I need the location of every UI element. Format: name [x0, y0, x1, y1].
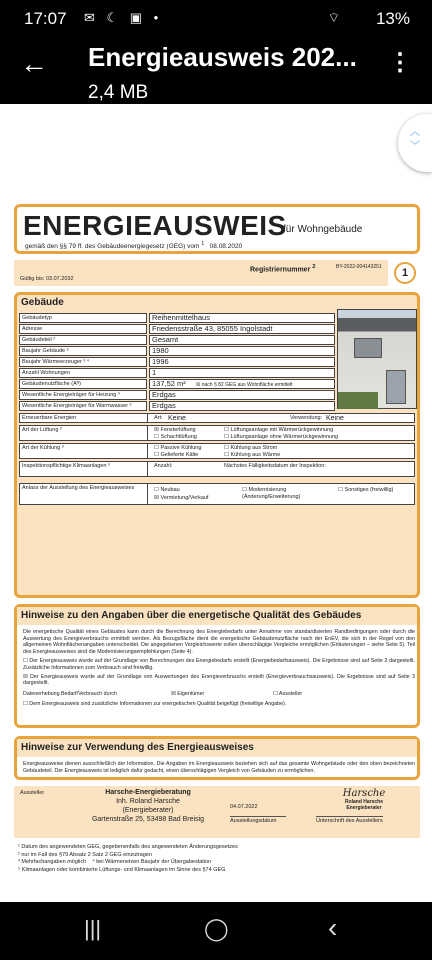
- legal-footnote-mark: 1: [201, 241, 205, 247]
- footnote-pair: [18, 859, 238, 867]
- scroll-navigation-button[interactable]: [398, 114, 432, 172]
- row-label: Inspektionspflichtige Klimaanlagen ⁵: [20, 462, 148, 476]
- home-icon[interactable]: ◯: [204, 916, 229, 941]
- nav-back-icon[interactable]: ‹: [328, 912, 338, 943]
- registration-bar: [14, 260, 388, 286]
- registration-label-text: Registriernummer: [250, 266, 311, 274]
- more-options-icon[interactable]: ⋮: [388, 49, 412, 76]
- inspection-row: [19, 461, 415, 477]
- legal-date: 08.08.2020: [209, 243, 243, 251]
- registration-footnote-mark: 2: [312, 264, 316, 270]
- building-row: [19, 357, 335, 367]
- issuer-owner: Inh. Roland Harsche: [116, 798, 180, 805]
- footnote: ¹ Datum des angewendeten GEG, gegebenenfalls des angewendeten Änderungsgesetzes: [18, 844, 238, 850]
- renewable-type-value: Keine: [168, 415, 186, 422]
- occasion-option: ☐ Neubau: [154, 487, 180, 493]
- occasion-option: ☐ Sonstiges (freiwillig): [338, 487, 394, 493]
- issue-date: 04.07.2022: [230, 804, 258, 810]
- building-row: [19, 379, 335, 389]
- occasion-option: ☐ Modernisierung (Änderung/Erweiterung): [242, 487, 301, 500]
- issuer-address: Gartenstraße 25, 53498 Bad Breisig: [91, 816, 205, 823]
- signature-stamp: [332, 788, 396, 811]
- certificate-title: ENERGIEAUSWEIS: [23, 210, 287, 241]
- status-bar: [0, 0, 432, 40]
- row-label: Erneuerbare Energien: [20, 414, 148, 422]
- building-row: [19, 324, 335, 334]
- page-number: 1: [394, 262, 416, 284]
- data-collection-label: Datenerhebung Bedarf/Verbrauch durch: [23, 690, 117, 697]
- row-label: Art der Lüftung ³: [20, 426, 148, 440]
- hint-option: ☐ Der Energieausweis wurde auf der Grundlage von Berechnungen des Energiebedarfs erstellt (Energiebedarfsausweis). Die Ergebnisse sind auf Seite 2 dargestellt. Zusätzliche Informationen zum Verbrauch sind freiwillig.: [23, 658, 415, 671]
- document-title: Energieausweis 202...: [88, 42, 357, 72]
- usage-hints-section: [14, 736, 420, 780]
- row-label: Baujahr Gebäude ³: [19, 346, 147, 356]
- issuer-label: Aussteller: [20, 790, 45, 796]
- photo-hedge: [338, 392, 378, 409]
- cooling-option: ☐ Passive Kühlung: [154, 445, 202, 451]
- registration-number: BY-2022-004143251: [336, 264, 382, 270]
- row-label: Art der Kühlung ³: [20, 444, 148, 458]
- ventilation-row: [19, 425, 415, 441]
- issuer-role: (Energieberater): [122, 807, 174, 814]
- floor-area-note-text: nach § 82 GEG aus Wohnfläche ermittelt: [201, 382, 293, 388]
- cooling-option: ☐ Kühlung aus Wärme: [224, 452, 281, 458]
- photo-window: [354, 338, 382, 358]
- footnote: ² nur im Fall des §79 Absatz 2 Satz 2 GEG einzutragen: [18, 851, 152, 858]
- renewable-use-value: Keine: [326, 415, 344, 422]
- building-section: [14, 292, 420, 598]
- footnote: ⁴ bei Wärmenetzen Baujahr der Übergabestation: [92, 859, 212, 866]
- building-row: [19, 313, 335, 323]
- row-label: Wesentliche Energieträger für Heizung ³: [19, 390, 147, 400]
- app-bar: [0, 40, 432, 104]
- photo-door: [386, 370, 406, 404]
- inspection-next-label: Nächstes Fälligkeitsdatum der Inspektion:: [224, 463, 326, 469]
- footnotes: [18, 844, 238, 874]
- signature: Harsche: [342, 788, 386, 799]
- battery-level: 13%: [375, 9, 410, 28]
- building-photo: [337, 309, 417, 409]
- building-row: [19, 401, 335, 411]
- building-row: [19, 335, 335, 345]
- file-size: 2,4 MB: [88, 82, 149, 103]
- row-value: Erdgas: [149, 390, 335, 400]
- data-collection-issuer: ☐ Aussteller: [273, 690, 303, 697]
- row-label: Gebäudenutzfläche (Aᴺ): [19, 379, 147, 389]
- building-row: [19, 368, 335, 378]
- renewable-use-label: Verwendung:: [290, 415, 323, 421]
- row-value: Erdgas: [149, 401, 335, 411]
- building-row: [19, 346, 335, 356]
- renewable-energy-row: [19, 413, 415, 423]
- stamp-name: Roland Harsche: [344, 799, 384, 805]
- quality-hints-section: [14, 604, 420, 728]
- notification-icons: ✉ ☾ ▣ •: [84, 10, 163, 25]
- quality-hints-text: Die energetische Qualität eines Gebäudes kann durch die Berechnung des Energiebedarfs unter Annahme von standardisierten Randbedingungen oder durch die Auswertung des Energieverbrauchs ermittelt werden. Als Bezugsfläche dient die energetische Gebäudenutzfläche nach der EnEV, die sich in der Regel von den allgemeinen Wohnflächenangaben unterscheidet. Die angegebenen Vergleichswerte sollen überschlägige Vergleiche ermöglichen (Erläuterungen – siehe Seite 5). Teil des Energieausweises sind die Modernisierungsempfehlungen (Seite 4).: [23, 629, 415, 655]
- registration-label: [250, 264, 316, 273]
- certificate-header: [14, 204, 420, 254]
- cooling-option: ☐ Kühlung aus Strom: [224, 445, 278, 451]
- row-label: Anlass der Ausstellung des Energieausweises: [20, 484, 148, 504]
- ventilation-option: ☐ Schachtlüftung: [154, 434, 197, 440]
- recent-apps-icon[interactable]: |||: [84, 916, 102, 941]
- issuer-address-block: [74, 788, 222, 824]
- clock: 17:07: [24, 9, 67, 28]
- footnote: ³ Mehrfachangaben möglich: [18, 859, 87, 866]
- extra-info-option: ☐ Dem Energieausweis sind zusätzliche Informationen zur energetischen Qualität beigefügt (freiwillige Angabe).: [23, 700, 287, 707]
- row-value: 1996: [149, 357, 335, 367]
- row-value: [149, 379, 335, 389]
- ventilation-option: ☒ Fensterlüftung: [154, 427, 196, 433]
- row-value: Reihenmittelhaus: [149, 313, 335, 323]
- row-value: 1: [149, 368, 335, 378]
- signature-label: Unterschrift des Ausstellers: [316, 818, 383, 824]
- document-viewer[interactable]: [0, 104, 432, 902]
- quality-hints-body: [23, 629, 415, 707]
- issuer-block: [14, 786, 420, 838]
- certificate-title-suffix: für Wohngebäude: [283, 224, 363, 235]
- row-value: Gesamt: [149, 335, 335, 345]
- system-nav-bar: [0, 902, 432, 960]
- back-arrow-icon[interactable]: ←: [20, 48, 48, 79]
- data-collection-owner: ☒ Eigentümer: [171, 690, 205, 697]
- row-label: Adresse: [19, 324, 147, 334]
- cooling-row: [19, 443, 415, 459]
- data-collection-row: [23, 691, 415, 699]
- row-value: 1980: [149, 346, 335, 356]
- row-label: Anzahl Wohnungen: [19, 368, 147, 378]
- floor-area-note: ☒ nach § 82 GEG aus Wohnfläche ermittelt: [195, 382, 293, 388]
- ventilation-option: ☐ Lüftungsanlage ohne Wärmerückgewinnung: [224, 434, 339, 440]
- stamp-role: Energieberater: [346, 805, 382, 811]
- renewable-type-label: Art:: [154, 415, 163, 421]
- floor-area-value: 137,52 m²: [152, 379, 186, 388]
- building-row: [19, 390, 335, 400]
- hint-option: ☒ Der Energieausweis wurde auf der Grundlage von Auswertungen des Energieverbrauchs erstellt (Energieverbrauchsausweis). Die Ergebnisse sind auf Seite 3 dargestellt.: [23, 673, 415, 687]
- ventilation-option: ☐ Lüftungsanlage mit Wärmerückgewinnung: [224, 427, 334, 433]
- legal-basis: [25, 241, 242, 250]
- row-label: Wesentliche Energieträger für Warmwasser ³: [19, 401, 147, 411]
- legal-text: gemäß den §§ 79 ff. des Gebäudeenergiegesetz (GEG) vom: [25, 243, 200, 251]
- inspection-count-label: Anzahl:: [154, 463, 173, 469]
- occasion-option: ☒ Vermietung/Verkauf: [154, 495, 209, 501]
- row-label: Baujahr Wärmeerzeuger ³ ⁴: [19, 357, 147, 367]
- valid-until: Gültig bis: 03.07.2032: [20, 276, 74, 282]
- building-section-title: Gebäude: [21, 297, 64, 308]
- usage-hints-text: Energieausweise dienen ausschließlich der Information. Die Angaben im Energieausweis beziehen sich auf das gesamte Wohngebäude oder den oben bezeichneten Gebäudeteil. Der Energieausweis ist lediglich dafür gedacht, einen überschlägigen Vergleich von Gebäuden zu ermöglichen.: [23, 761, 415, 774]
- issuer-company: Harsche-Energieberatung: [105, 789, 191, 796]
- occasion-row: [19, 483, 415, 505]
- usage-hints-title: Hinweise zur Verwendung des Energieausweises: [17, 739, 417, 757]
- chevron-up-icon: ︿: [410, 127, 420, 138]
- cooling-option: ☐ Gelieferte Kälte: [154, 452, 199, 458]
- footnote: ⁵ Klimaanlagen oder kombinierte Lüftungs- und Klimaanlagen im Sinne des §74 GEG: [18, 866, 226, 873]
- row-label: Gebäudetyp: [19, 313, 147, 323]
- issue-date-label: Ausstellungsdatum: [230, 816, 286, 824]
- chevron-down-icon: ﹀: [410, 141, 420, 152]
- row-value: Friedensstraße 43, 85055 Ingolstadt: [149, 324, 335, 334]
- wifi-icon: ⌔: [327, 10, 340, 25]
- quality-hints-title: Hinweise zu den Angaben über die energetische Qualität des Gebäudes: [17, 607, 417, 625]
- row-label: Gebäudeteil ²: [19, 335, 147, 345]
